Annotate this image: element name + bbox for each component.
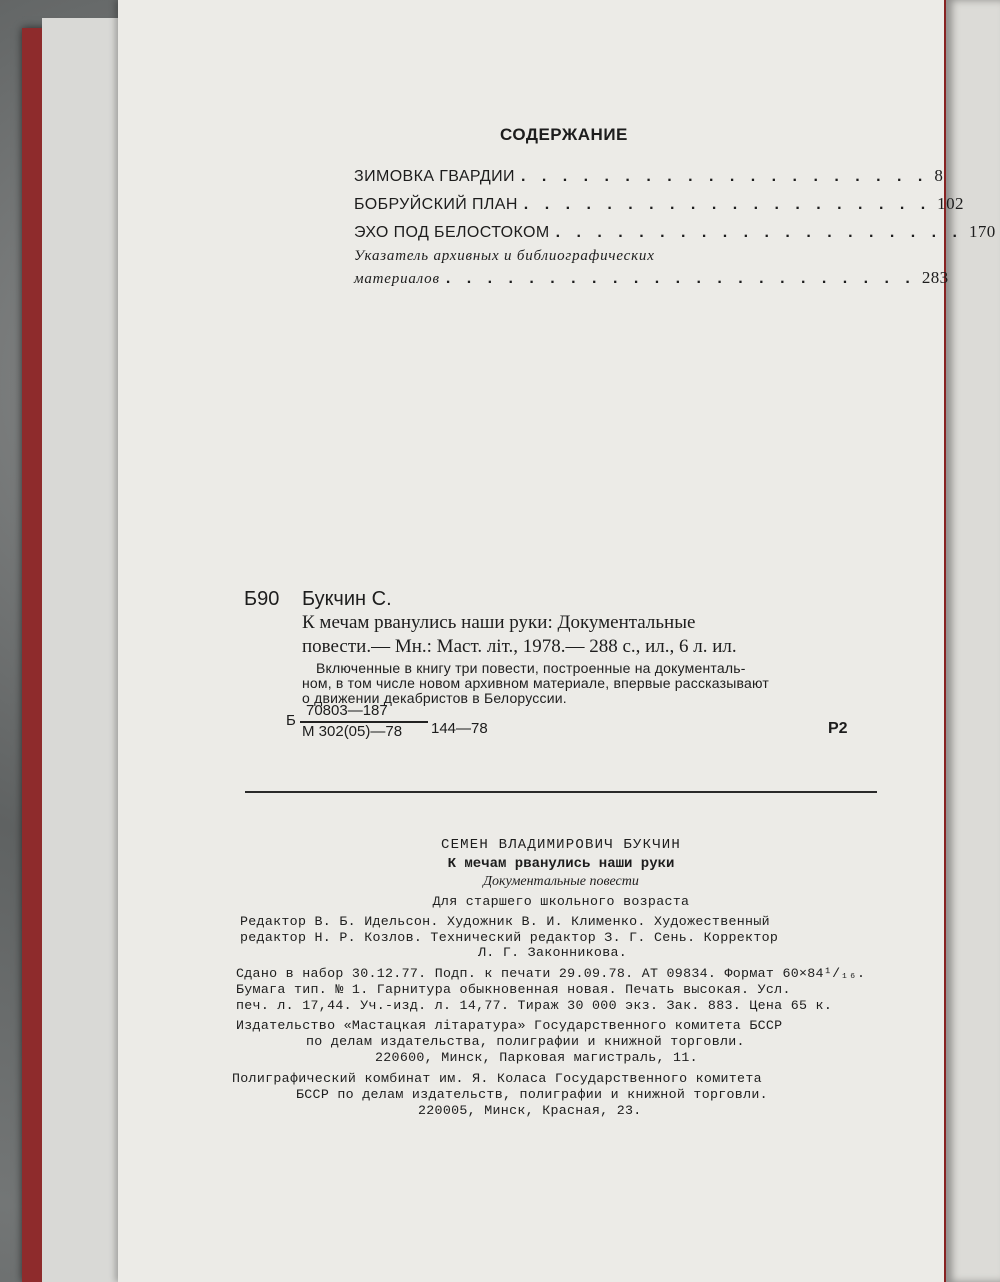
- fraction-number: 144—78: [431, 720, 488, 737]
- imprint-staff-line: редактор Н. Р. Козлов. Технический редактор З. Г. Сень. Корректор: [240, 930, 779, 945]
- toc-item-page: 8: [934, 166, 944, 185]
- toc-leader-dots: . . . . . . . . . . . . . . . . . . . .: [555, 224, 963, 241]
- catalog-title-line: К мечам рванулись наши руки: Документальные: [302, 612, 696, 633]
- endpaper: [42, 18, 122, 1282]
- index-letter: Б: [286, 712, 296, 729]
- toc-item: [354, 166, 944, 186]
- annotation-line: о движении декабристов в Белоруссии.: [302, 690, 567, 706]
- divider: [245, 791, 877, 793]
- toc-item-page: 283: [921, 268, 949, 287]
- catalog-author: Букчин С.: [302, 588, 392, 610]
- facing-page: [946, 0, 1000, 1282]
- imprint-printer-line: Полиграфический комбинат им. Я. Коласа Государственного комитета: [232, 1071, 762, 1086]
- toc-item: [354, 268, 949, 288]
- imprint-printer-line: 220005, Минск, Красная, 23.: [418, 1103, 642, 1118]
- imprint-audience: Для старшего школьного возраста: [432, 894, 690, 909]
- imprint-publisher-line: Издательство «Мастацкая лiтаратура» Государственного комитета БССР: [236, 1018, 783, 1033]
- annotation-line: Включенные в книгу три повести, построенные на документаль-: [316, 660, 746, 676]
- imprint-staff-line: Л. Г. Законникова.: [478, 945, 628, 960]
- fraction-denominator: М 302(05)—78: [302, 723, 403, 740]
- toc-item-label: материалов: [354, 271, 440, 287]
- toc-item-page: 102: [937, 194, 964, 213]
- imprint-author: СЕМЕН ВЛАДИМИРОВИЧ БУКЧИН: [440, 837, 682, 853]
- annotation-line: ном, в том числе новом архивном материале, впервые рассказывают: [302, 675, 769, 691]
- imprint-title: К мечам рванулись наши руки: [447, 856, 675, 872]
- classification-code: Р2: [828, 720, 848, 737]
- toc-item: [354, 222, 996, 242]
- catalog-title-line: повести.— Мн.: Маст. лiт., 1978.— 288 с., ил., 6 л. ил.: [302, 636, 737, 657]
- toc-leader-dots: . . . . . . . . . . . . . . . . . . . .: [520, 168, 929, 185]
- imprint-publisher-line: по делам издательства, полиграфии и книжной торговли.: [306, 1034, 745, 1049]
- imprint-staff-line: Редактор В. Б. Идельсон. Художник В. И. Клименко. Художественный: [240, 914, 770, 929]
- toc-item-label: БОБРУЙСКИЙ ПЛАН: [354, 196, 518, 213]
- toc-item: [354, 194, 964, 214]
- toc-item-label: ЗИМОВКА ГВАРДИИ: [354, 168, 515, 185]
- toc-index-line: Указатель архивных и библиографических: [354, 248, 655, 264]
- catalog-code: Б90: [244, 588, 280, 610]
- imprint-print-line: печ. л. 17,44. Уч.-изд. л. 14,77. Тираж 30 000 экз. Зак. 883. Цена 65 к.: [236, 998, 833, 1013]
- toc-item-page: 170: [969, 222, 996, 241]
- toc-leader-dots: . . . . . . . . . . . . . . . . . . . . . . .: [445, 270, 916, 287]
- fraction-numerator: 70803—187: [306, 702, 388, 719]
- toc-leader-dots: . . . . . . . . . . . . . . . . . . . .: [523, 196, 932, 213]
- imprint-print-line: Сдано в набор 30.12.77. Подп. к печати 29.09.78. АТ 09834. Формат 60×84¹/₁₆.: [236, 966, 866, 981]
- contents-title: СОДЕРЖАНИЕ: [500, 125, 628, 144]
- imprint-printer-line: БССР по делам издательств, полиграфии и книжной торговли.: [296, 1087, 768, 1102]
- toc-item-label: ЭХО ПОД БЕЛОСТОКОМ: [354, 224, 550, 241]
- imprint-publisher-line: 220600, Минск, Парковая магистраль, 11.: [375, 1050, 698, 1065]
- imprint-genre: Документальные повести: [483, 874, 639, 889]
- imprint-print-line: Бумага тип. № 1. Гарнитура обыкновенная новая. Печать высокая. Усл.: [236, 982, 791, 997]
